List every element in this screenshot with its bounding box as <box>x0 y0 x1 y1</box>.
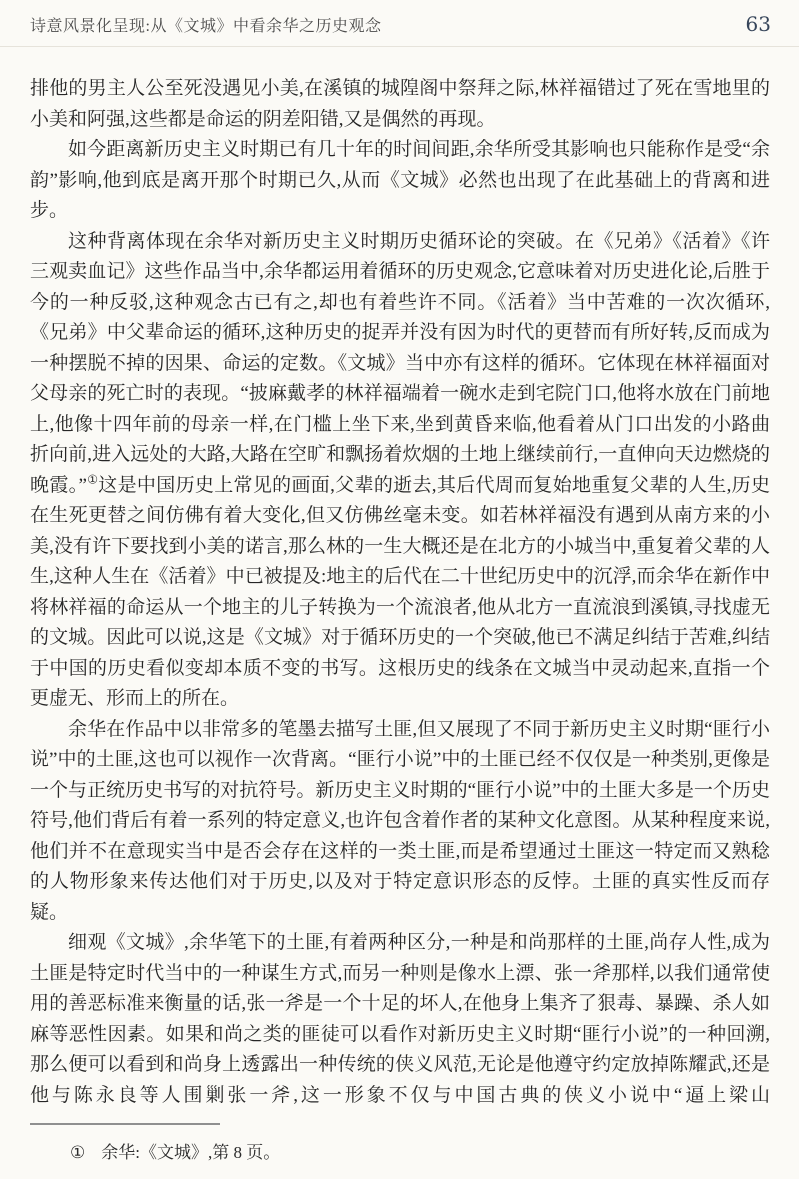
footnote-rule <box>30 1123 220 1125</box>
header-rule <box>0 46 799 47</box>
footnote <box>70 1141 280 1165</box>
paragraph-text-before-note: 这种背离体现在余华对新历史主义时期历史循环论的突破。在《兄弟》《活着》《许三观卖血记》这些作品当中,余华都运用着循环的历史观念,它意味着对历史进化论,后胜于今的一种反驳,这种观念古已有之,却也有着些许不同。《活着》当中苦难的一次次循环,《兄弟》中父辈命运的循环,这种历史的捉弄并没有因为时代的更替而有所好转,反而成为一种摆脱不掉的因果、命运的定数。《文城》当中亦有这样的循环。它体现在林祥福面对父母亲的死亡时的表现。“披麻戴孝的林祥福端着一碗水走到宅院门口,他将水放在门前地上,他像十四年前的母亲一样,在门槛上坐下来,坐到黄昏来临,他看着从门口出发的小路曲折向前,进入远处的大路,大路在空旷和飘扬着炊烟的土地上继续前行,一直伸向天边燃烧的晚霞。” <box>30 230 770 496</box>
footnote-marker: ① <box>70 1143 86 1162</box>
footnote-text: 余华:《文城》,第 8 页。 <box>101 1143 281 1162</box>
paragraph: 余华在作品中以非常多的笔墨去描写土匪,但又展现了不同于新历史主义时期“匪行小说”中的土匪,这也可以视作一次背离。“匪行小说”中的土匪已经不仅仅是一种类别,更像是一个与正统历史书写的对抗符号。新历史主义时期的“匪行小说”中的土匪大多是一个历史符号,他们背后有着一系列的特定意义,也许包含着作者的某种文化意图。从某种程度来说,他们并不在意现实当中是否会存在这样的一类土匪,而是希望通过土匪这一特定而又熟稔的人物形象来传达他们对于历史,以及对于特定意识形态的反悖。土匪的真实性反而存疑。 <box>30 718 770 923</box>
paragraph-with-footnote-ref <box>30 227 770 715</box>
paragraph-text-after-note: 这是中国历史上常见的画面,父辈的逝去,其后代周而复始地重复父辈的人生,历史在生死更替之间仿佛有着大变化,但又仿佛丝毫未变。如若林祥福没有遇到从南方来的小美,没有许下要找到小美的诺言,那么林的一生大概还是在北方的小城当中,重复着父辈的人生,这种人生在《活着》中已被提及:地主的后代在二十世纪历史中的沉浮,而余华在新作中将林祥福的命运从一个地主的儿子转换为一个流浪者,他从北方一直流浪到溪镇,寻找虚无的文城。因此可以说,这是《文城》对于循环历史的一个突破,他已不满足纠结于苦难,纠结于中国的历史看似变却本质不变的书写。这根历史的线条在文城当中灵动起来,直指一个更虚无、形而上的所在。 <box>30 474 770 709</box>
paragraph-continues-next-page: 细观《文城》,余华笔下的土匪,有着两种区分,一种是和尚那样的土匪,尚存人性,成为土匪是特定时代当中的一种谋生方式,而另一种则是像水上漂、张一斧那样,以我们通常使用的善恶标准来衡量的话,张一斧是一个十足的坏人,在他身上集齐了狠毒、暴躁、杀人如麻等恶性因素。如果和尚之类的匪徒可以看作对新历史主义时期“匪行小说”的一种回溯,那么便可以看到和尚身上透露出一种传统的侠义风范,无论是他遵守约定放掉陈耀武,还是他与陈永良等人围剿张一斧,这一形象不仅与中国古典的侠义小说中“逼上梁山 <box>30 932 770 1106</box>
paragraph: 如今距离新历史主义时期已有几十年的时间间距,余华所受其影响也只能称作是受“余韵”影响,他到底是离开那个时期已久,从而《文城》必然也出现了在此基础上的背离和进步。 <box>30 139 770 221</box>
article-body <box>30 74 770 1111</box>
footnote-reference-marker: ① <box>86 472 99 487</box>
page-number: 63 <box>745 12 771 36</box>
page-header <box>30 12 771 36</box>
running-title: 诗意风景化呈现:从《文城》中看余华之历史观念 <box>30 18 382 35</box>
paragraph-continuation: 排他的男主人公至死没遇见小美,在溪镇的城隍阁中祭拜之际,林祥福错过了死在雪地里的小美和阿强,这些都是命运的阴差阳错,又是偶然的再现。 <box>30 78 770 130</box>
